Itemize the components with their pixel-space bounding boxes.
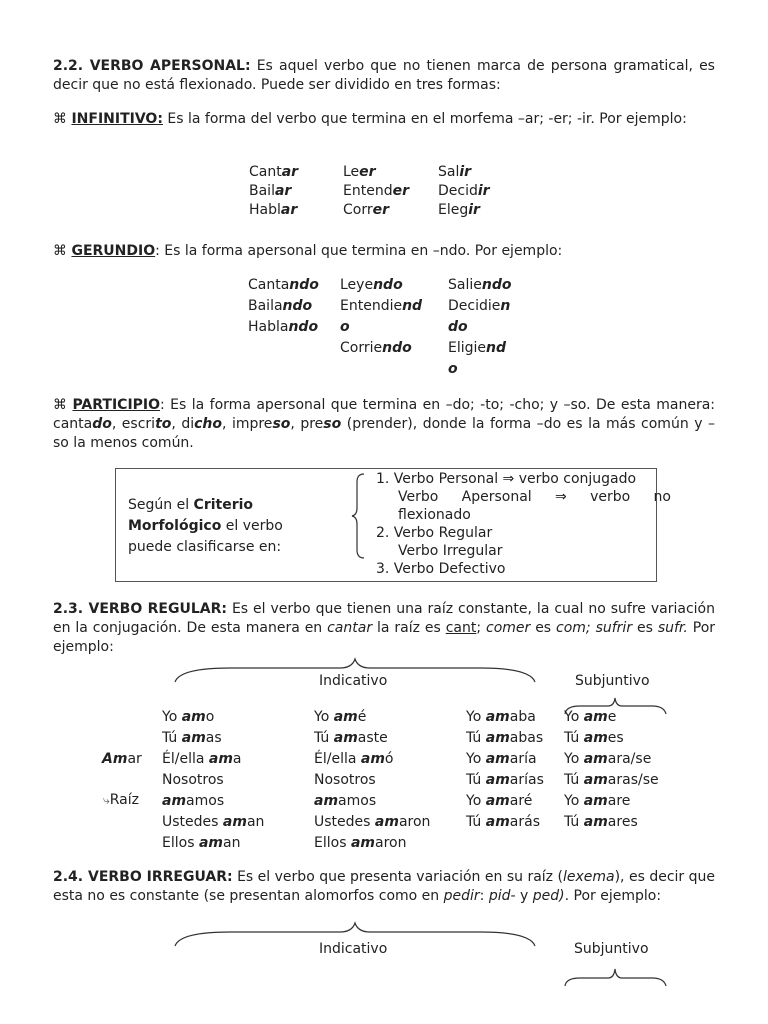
infinitivo-column-3: Salir Decidir Elegir	[438, 164, 490, 218]
infinitivo-title: INFINITIVO:	[71, 111, 163, 127]
indicativo-label: Indicativo	[319, 673, 388, 689]
gerundio-column-2: Leyendo Entendiend o Corriendo	[340, 277, 423, 356]
gerundio-text: : Es la forma apersonal que termina en –ndo. Por ejemplo:	[155, 243, 563, 259]
section-2-2	[53, 57, 715, 95]
section-2-2-heading: 2.2. VERBO APERSONAL:	[53, 58, 251, 74]
gerundio-paragraph	[53, 242, 715, 261]
indicativo-presente-column: Yo amo Tú amas Él/ella ama Nosotros amamos Ustedes aman Ellos aman	[162, 709, 265, 851]
return-arrow-icon: ⤷	[103, 793, 110, 807]
left-brace	[350, 472, 370, 560]
participio-paragraph: ⌘ PARTICIPIO: Es la forma apersonal que termina en –do; -to; -cho; y –so. De esta manera: cantado, escrito, dicho, impreso, preso (prender), donde la forma –do es la más común y –so la menos común.	[53, 397, 716, 451]
gerundio-title: GERUNDIO	[71, 243, 156, 259]
section-2-3: 2.3. VERBO REGULAR: Es el verbo que tienen una raíz constante, la cual no sufre variación en la conjugación. De esta manera en cantar la raíz es cant; comer es com; sufrir es sufr. Por ejemplo:	[53, 601, 716, 655]
indicativo-otros-column: Yo amaba Tú amabas Yo amaría Tú amarías Yo amaré Tú amarás	[466, 709, 544, 830]
subjuntivo-label: Subjuntivo	[575, 673, 650, 689]
command-icon: ⌘	[53, 111, 67, 127]
infinitivo-paragraph	[53, 110, 715, 129]
infinitivo-text: Es la forma del verbo que termina en el morfema –ar; -er; -ir. Por ejemplo:	[162, 111, 687, 127]
subjuntivo-label-2: Subjuntivo	[574, 941, 649, 957]
command-icon: ⌘	[53, 243, 67, 259]
command-icon: ⌘	[53, 397, 67, 413]
raiz-label: ⤷Raíz	[103, 792, 139, 808]
subjuntivo-brace-2	[560, 964, 670, 990]
amar-label: Amar	[102, 751, 142, 767]
section-2-2-text: Es aquel verbo que no tienen marca de persona gramatical, es decir que no está flexionado. Puede ser dividido en tres formas:	[53, 58, 715, 93]
infinitivo-column-2: Leer Entender Correr	[343, 164, 409, 218]
criterio-list: 1. Verbo Personal ⇒ verbo conjugado Verbo Apersonal ⇒ verbo no flexionado 2. Verbo Regular Verbo Irregular 3. Verbo Defectivo	[376, 471, 671, 577]
subjuntivo-column: Yo ame Tú ames Yo amara/se Tú amaras/se Yo amare Tú amares	[564, 709, 659, 830]
section-2-4-heading: 2.4. VERBO IRREGUAR:	[53, 869, 233, 885]
gerundio-column-1: Cantando Bailando Hablando	[248, 277, 319, 335]
indicativo-label-2: Indicativo	[319, 941, 388, 957]
infinitivo-column-1: Cantar Bailar Hablar	[249, 164, 299, 218]
section-2-4: 2.4. VERBO IRREGUAR: Es el verbo que presenta variación en su raíz (lexema), es decir que esta no es constante (se presentan alomorfos como en pedir: pid- y ped). Por ejemplo:	[53, 869, 715, 904]
section-2-3-heading: 2.3. VERBO REGULAR:	[53, 601, 227, 617]
criterio-label: Según el Criterio Morfológico el verbo puede clasificarse en:	[128, 497, 283, 555]
participio-title: PARTICIPIO	[72, 397, 161, 413]
gerundio-column-3: Saliendo Decidien do Eligiend o	[448, 277, 512, 377]
indicativo-preterito-column: Yo amé Tú amaste Él/ella amó Nosotros amamos Ustedes amaron Ellos amaron	[314, 709, 431, 851]
